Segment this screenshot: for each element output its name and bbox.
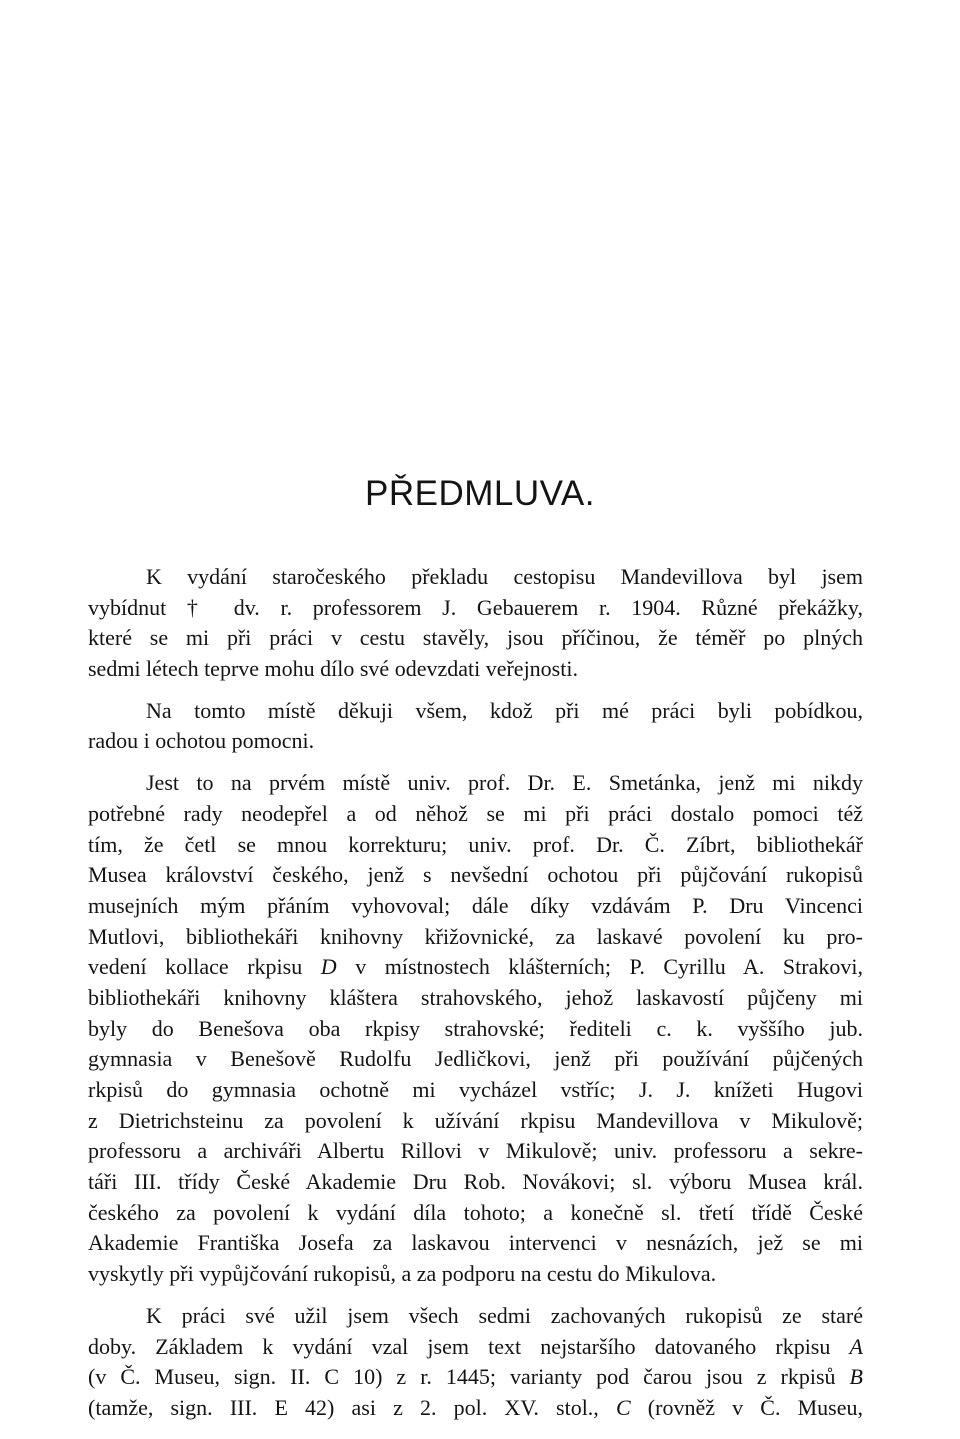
paragraph bbox=[88, 768, 863, 1290]
text-line: českého za povolení k vydání díla tohoto; a konečně sl. třetí třídě České bbox=[88, 1199, 863, 1225]
text-line: doby. Základem k vydání vzal jsem text nejstaršího datovaného rkpisu A bbox=[88, 1333, 863, 1359]
text-line: radou i ochotou pomocni. bbox=[88, 728, 315, 754]
text-line: (tamže, sign. III. E 42) asi z 2. pol. XV. stol., C (rovněž v Č. Museu, bbox=[88, 1394, 863, 1420]
paragraph bbox=[88, 562, 863, 685]
text-line: které se mi při práci v cestu stavěly, jsou příčinou, že téměř po plných bbox=[88, 625, 863, 651]
text-line: Jest to na prvém místě univ. prof. Dr. E. Smetánka, jenž mi nikdy bbox=[146, 770, 863, 796]
text-line: z Dietrichsteinu za povolení k užívání rkpisu Mandevillova v Mikulově; bbox=[88, 1107, 863, 1133]
text-line: (v Č. Museu, sign. II. C 10) z r. 1445; varianty pod čarou jsou z rkpisů B bbox=[88, 1364, 863, 1390]
text-line: byly do Benešova oba rkpisy strahovské; řediteli c. k. vyššího jub. bbox=[88, 1015, 863, 1041]
text-line: Na tomto místě děkuji všem, kdož při mé práci byli pobídkou, bbox=[146, 697, 863, 723]
text-line: Mutlovi, bibliothekáři knihovny křižovnické, za laskavé povolení ku pro- bbox=[88, 923, 863, 949]
text-line: vybídnut † dv. r. professorem J. Gebauerem r. 1904. Různé překážky, bbox=[88, 594, 863, 620]
text-line: bibliothekáři knihovny kláštera strahovského, jehož laskavostí půjčeny mi bbox=[88, 984, 863, 1010]
text-line: gymnasia v Benešově Rudolfu Jedličkovi, jenž při používání půjčených bbox=[88, 1046, 863, 1072]
paragraph bbox=[88, 696, 863, 757]
text-line: K práci své užil jsem všech sedmi zachovaných rukopisů ze staré bbox=[146, 1302, 863, 1328]
preface-body bbox=[88, 562, 863, 1424]
text-line: professoru a archiváři Albertu Rillovi v Mikulově; univ. professoru a sekre- bbox=[88, 1138, 863, 1164]
text-line: musejních mým přáním vyhovoval; dále díky vzdávám P. Dru Vincenci bbox=[88, 892, 863, 918]
text-line: sedmi létech teprve mohu dílo své odevzdati veřejnosti. bbox=[88, 656, 578, 682]
paragraph bbox=[88, 1301, 863, 1424]
page-title: PŘEDMLUVA. bbox=[365, 474, 595, 513]
text-line: tím, že četl se mnou korrekturu; univ. prof. Dr. Č. Zíbrt, bibliothekář bbox=[88, 831, 863, 857]
text-line: potřebné rady neodepřel a od něhož se mi při práci dostalo pomoci též bbox=[88, 800, 863, 826]
text-line: rkpisů do gymnasia ochotně mi vycházel vstříc; J. J. knížeti Hugovi bbox=[88, 1077, 863, 1102]
text-line: Akademie Františka Josefa za laskavou intervenci v nesnázích, jež se mi bbox=[88, 1230, 863, 1256]
text-line: K vydání staročeského překladu cestopisu Mandevillova byl jsem bbox=[146, 564, 863, 589]
text-line: táři III. třídy České Akademie Dru Rob. Novákovi; sl. výboru Musea král. bbox=[88, 1169, 863, 1195]
text-line: vedení kollace rkpisu D v místnostech klášterních; P. Cyrillu A. Strakovi, bbox=[88, 954, 863, 980]
text-line: vyskytly při vypůjčování rukopisů, a za podporu na cestu do Mikulova. bbox=[88, 1261, 717, 1287]
text-line: Musea království českého, jenž s nevšední ochotou při půjčování rukopisů bbox=[88, 862, 863, 888]
